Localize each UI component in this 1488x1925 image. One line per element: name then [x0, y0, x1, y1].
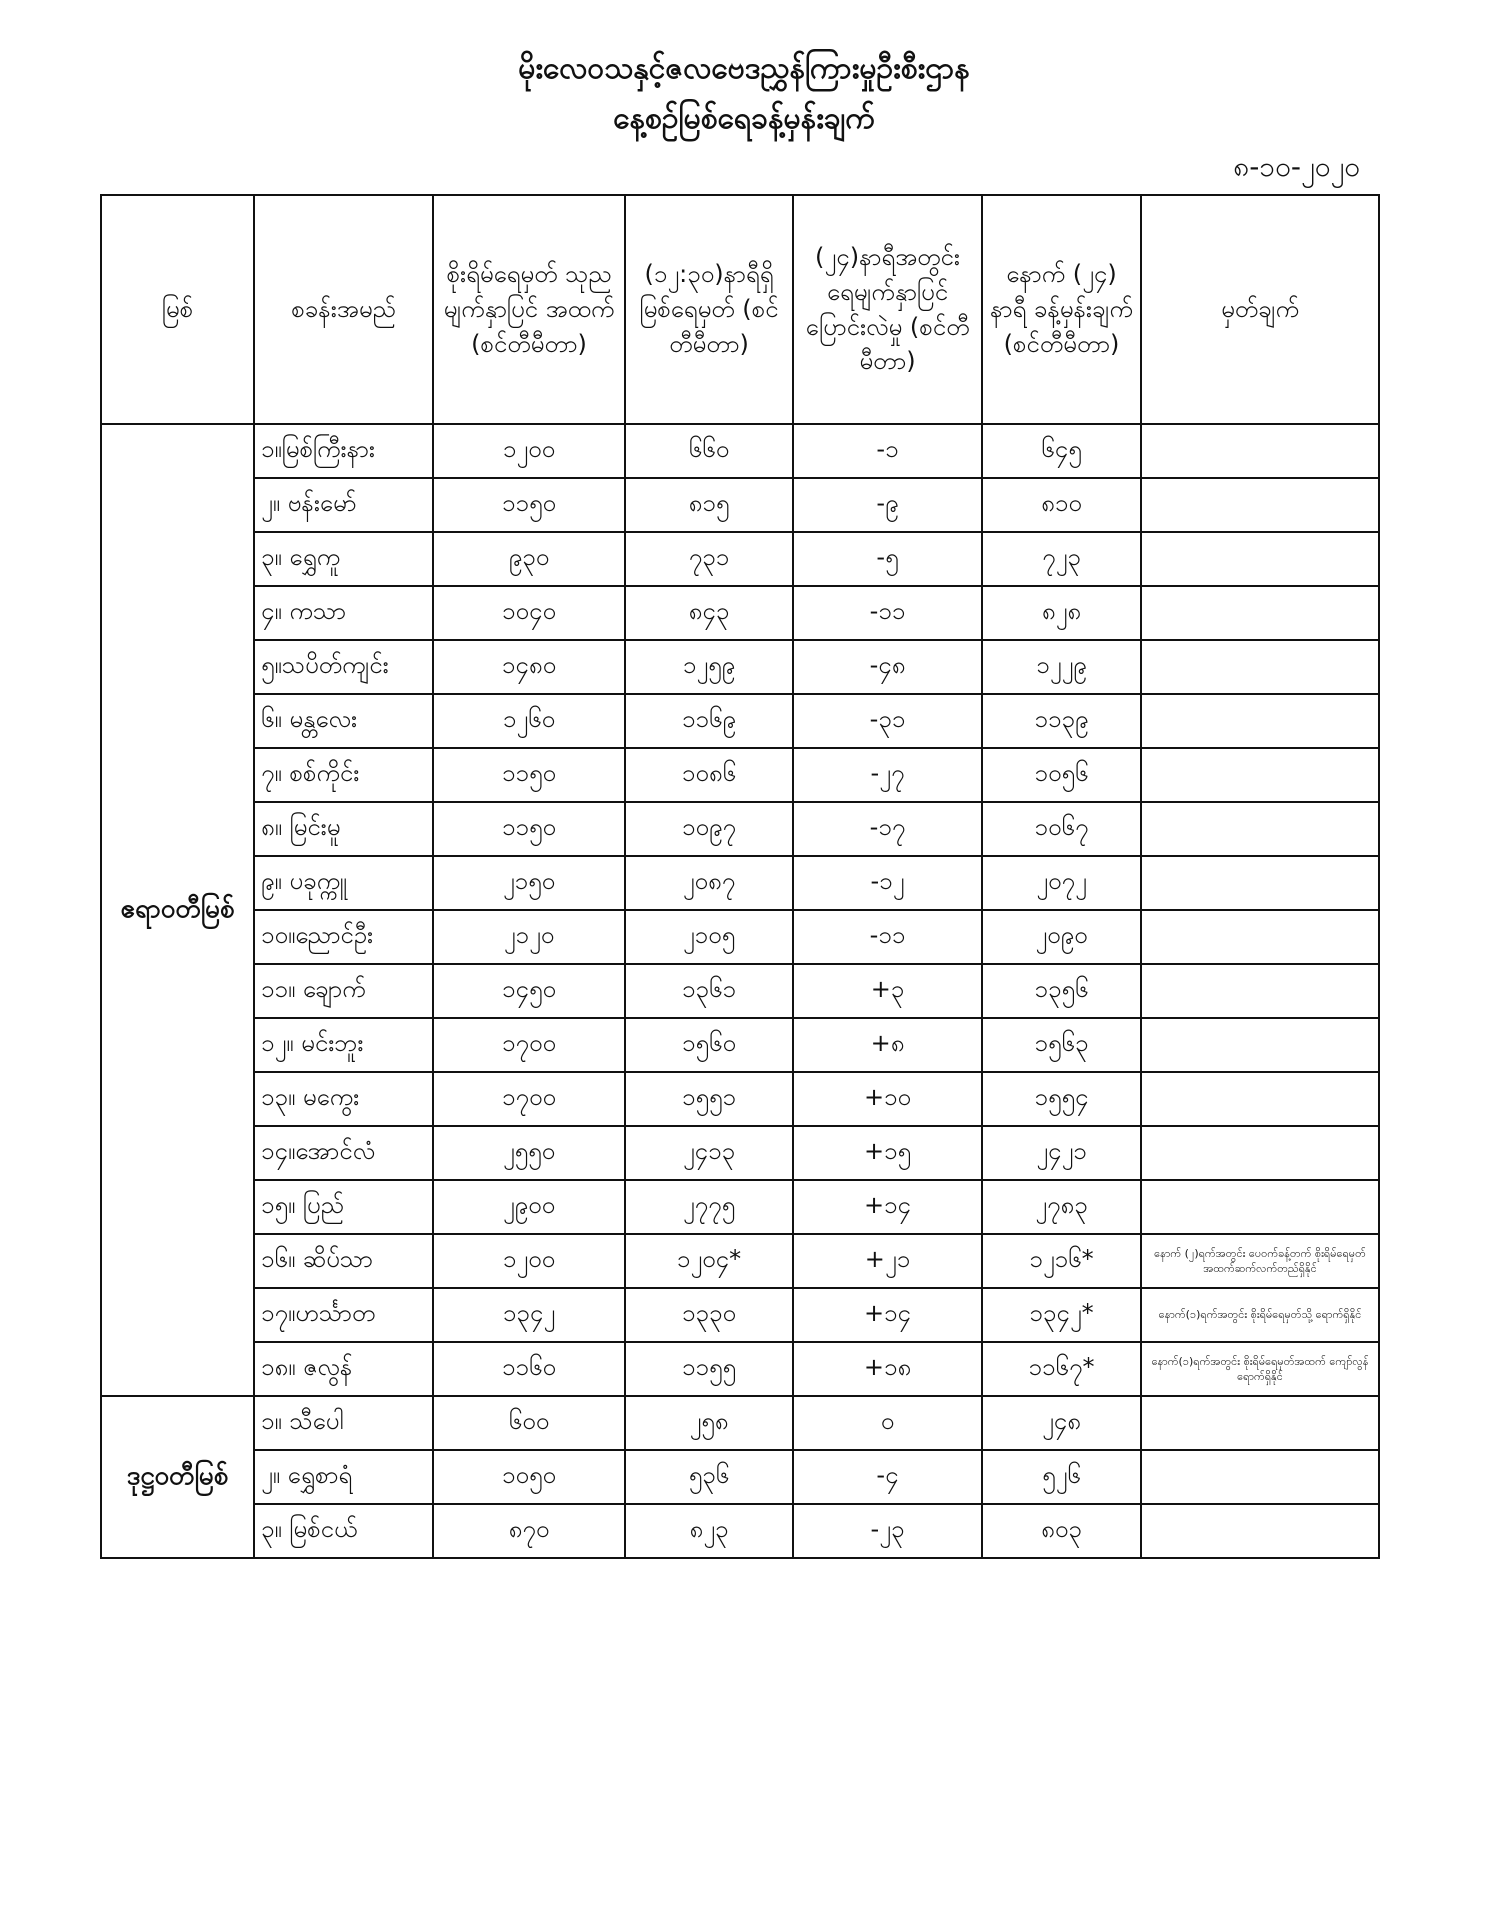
- table-row: [101, 532, 1379, 586]
- station-name: ၂။ ဗန်းမော်: [254, 478, 433, 532]
- table-row: [101, 1072, 1379, 1126]
- station-name: ၁။မြစ်ကြီးနား: [254, 424, 433, 478]
- table-row: [101, 424, 1379, 478]
- danger-level: ၂၅၅၀: [433, 1126, 625, 1180]
- level-change: -၄: [793, 1450, 982, 1504]
- level-change: -၂၃: [793, 1504, 982, 1558]
- station-name: ၆။ မန္တလေး: [254, 694, 433, 748]
- danger-level: ၂၁၅၀: [433, 856, 625, 910]
- current-level: ၁၀၉၇: [625, 802, 793, 856]
- current-level: ၁၅၆၀: [625, 1018, 793, 1072]
- danger-level: ၁၁၅၀: [433, 802, 625, 856]
- current-level: ၈၄၃: [625, 586, 793, 640]
- table-row: [101, 748, 1379, 802]
- forecast-level: ၈၀၃: [982, 1504, 1141, 1558]
- current-level: ၁၃၆၁: [625, 964, 793, 1018]
- forecast-level: ၅၂၆: [982, 1450, 1141, 1504]
- table-row: [101, 586, 1379, 640]
- table-row: [101, 910, 1379, 964]
- level-change: -၁၁: [793, 910, 982, 964]
- table-row: [101, 640, 1379, 694]
- column-header-change: (၂၄)နာရီအတွင်း ရေမျက်နှာပြင် ပြောင်းလဲမှု (စင်တီမီတာ): [793, 195, 982, 424]
- danger-level: ၁၇၀၀: [433, 1072, 625, 1126]
- station-name: ၁၆။ ဆိပ်သာ: [254, 1234, 433, 1288]
- level-change: +၁၀: [793, 1072, 982, 1126]
- level-change: +၁၅: [793, 1126, 982, 1180]
- table-row: [101, 1018, 1379, 1072]
- level-change: +၁၈: [793, 1342, 982, 1396]
- forecast-level: ၈၂၈: [982, 586, 1141, 640]
- danger-level: ၁၂၀၀: [433, 424, 625, 478]
- forecast-level: ၆၄၅: [982, 424, 1141, 478]
- level-change: -၃၁: [793, 694, 982, 748]
- remark: [1141, 532, 1379, 586]
- remark: [1141, 1504, 1379, 1558]
- current-level: ၅၃၆: [625, 1450, 793, 1504]
- column-header-station: စခန်းအမည်: [254, 195, 433, 424]
- forecast-level: ၂၄၂၁: [982, 1126, 1141, 1180]
- station-name: ၁။ သီပေါ: [254, 1396, 433, 1450]
- current-level: ၁၂၅၉: [625, 640, 793, 694]
- remark: [1141, 1126, 1379, 1180]
- remark: [1141, 910, 1379, 964]
- remark: [1141, 1450, 1379, 1504]
- remark: နောက်(၁)ရက်အတွင်း စိုးရိမ်ရေမှတ်အထက် ကျော်လွန်ရောက်ရှိနိုင်: [1141, 1342, 1379, 1396]
- remark: [1141, 1180, 1379, 1234]
- level-change: -၉: [793, 478, 982, 532]
- station-name: ၈။ မြင်းမူ: [254, 802, 433, 856]
- forecast-level: ၈၁၀: [982, 478, 1141, 532]
- table-row: [101, 478, 1379, 532]
- danger-level: ၁၁၆၀: [433, 1342, 625, 1396]
- column-header-danger-level: စိုးရိမ်ရေမှတ် သုညမျက်နှာပြင် အထက် (စင်တီမီတာ): [433, 195, 625, 424]
- danger-level: ၁၃၄၂: [433, 1288, 625, 1342]
- station-name: ၃။ မြစ်ငယ်: [254, 1504, 433, 1558]
- current-level: ၈၁၅: [625, 478, 793, 532]
- current-level: ၁၅၅၁: [625, 1072, 793, 1126]
- forecast-level: ၂၀၉၀: [982, 910, 1141, 964]
- station-name: ၁၀။ညောင်ဦး: [254, 910, 433, 964]
- remark: [1141, 748, 1379, 802]
- danger-level: ၈၇၀: [433, 1504, 625, 1558]
- current-level: ၁၀၈၆: [625, 748, 793, 802]
- table-row: [101, 1450, 1379, 1504]
- report-date: ၈-၁၀-၂၀၂၀: [1233, 150, 1360, 183]
- station-name: ၁၃။ မကွေး: [254, 1072, 433, 1126]
- station-name: ၄။ ကသာ: [254, 586, 433, 640]
- table-row: [101, 964, 1379, 1018]
- remark: [1141, 1072, 1379, 1126]
- forecast-level: ၁၀၅၆: [982, 748, 1141, 802]
- column-header-remark: မှတ်ချက်: [1141, 195, 1379, 424]
- forecast-level: ၁၂၂၉: [982, 640, 1141, 694]
- river-forecast-table: [100, 194, 1380, 1559]
- current-level: ၂၀၈၇: [625, 856, 793, 910]
- forecast-level: ၂၀၇၂: [982, 856, 1141, 910]
- current-level: ၁၁၅၅: [625, 1342, 793, 1396]
- current-level: ၂၇၇၅: [625, 1180, 793, 1234]
- danger-level: ၁၂၆၀: [433, 694, 625, 748]
- remark: နောက်(၁)ရက်အတွင်း စိုးရိမ်ရေမှတ်သို့ ရောက်ရှိနိုင်: [1141, 1288, 1379, 1342]
- page-title: မိုးလေဝသနှင့်ဇလဗေဒညွှန်ကြားမှုဦးစီးဌာန: [518, 51, 970, 86]
- level-change: -၂၇: [793, 748, 982, 802]
- station-name: ၁၁။ ချောက်: [254, 964, 433, 1018]
- table-row: [101, 694, 1379, 748]
- current-level: ၁၂၀၄*: [625, 1234, 793, 1288]
- danger-level: ၁၇၀၀: [433, 1018, 625, 1072]
- station-name: ၂။ ရွှေစာရံ: [254, 1450, 433, 1504]
- danger-level: ၂၉၀၀: [433, 1180, 625, 1234]
- forecast-level: ၁၅၅၄: [982, 1072, 1141, 1126]
- remark: [1141, 586, 1379, 640]
- danger-level: ၁၁၅၀: [433, 478, 625, 532]
- column-header-forecast: နောက် (၂၄) နာရီ ခန့်မှန်းချက် (စင်တီမီတာ): [982, 195, 1141, 424]
- level-change: -၅: [793, 532, 982, 586]
- river-name: ဧရာဝတီမြစ်: [101, 424, 254, 1396]
- danger-level: ၁၄၈၀: [433, 640, 625, 694]
- danger-level: ၁၄၅၀: [433, 964, 625, 1018]
- forecast-level: ၁၁၆၇*: [982, 1342, 1141, 1396]
- level-change: +၃: [793, 964, 982, 1018]
- danger-level: ၁၁၅၀: [433, 748, 625, 802]
- danger-level: ၁၀၅၀: [433, 1450, 625, 1504]
- table-row: [101, 1288, 1379, 1342]
- current-level: ၂၅၈: [625, 1396, 793, 1450]
- remark: [1141, 640, 1379, 694]
- remark: [1141, 802, 1379, 856]
- forecast-level: ၂၄၈: [982, 1396, 1141, 1450]
- table-row: [101, 856, 1379, 910]
- remark: [1141, 694, 1379, 748]
- current-level: ၁၃၃၀: [625, 1288, 793, 1342]
- current-level: ၆၆၀: [625, 424, 793, 478]
- forecast-level: ၁၃၄၂*: [982, 1288, 1141, 1342]
- level-change: +၂၁: [793, 1234, 982, 1288]
- danger-level: ၁၀၄၀: [433, 586, 625, 640]
- river-name: ဒုဋ္ဌဝတီမြစ်: [101, 1396, 254, 1558]
- table-row: [101, 1342, 1379, 1396]
- current-level: ၈၂၃: [625, 1504, 793, 1558]
- station-name: ၁၅။ ပြည်: [254, 1180, 433, 1234]
- column-header-current-level: (၁၂:၃၀)နာရီရှိ မြစ်ရေမှတ် (စင်တီမီတာ): [625, 195, 793, 424]
- station-name: ၁၂။ မင်းဘူး: [254, 1018, 433, 1072]
- forecast-level: ၁၅၆၃: [982, 1018, 1141, 1072]
- station-name: ၁၈။ ဇလွန်: [254, 1342, 433, 1396]
- forecast-level: ၁၀၆၇: [982, 802, 1141, 856]
- station-name: ၅။သပိတ်ကျင်း: [254, 640, 433, 694]
- page-subtitle: နေ့စဉ်မြစ်ရေခန့်မှန်းချက်: [613, 101, 875, 136]
- remark: နောက် (၂)ရက်အတွင်း ပေ၀က်ခန့်တက် စိုးရိမ်ရေမှတ်အထက်ဆက်လက်တည်ရှိနိုင်: [1141, 1234, 1379, 1288]
- level-change: -၁၇: [793, 802, 982, 856]
- current-level: ၇၃၁: [625, 532, 793, 586]
- current-level: ၂၁၀၅: [625, 910, 793, 964]
- current-level: ၂၄၁၃: [625, 1126, 793, 1180]
- danger-level: ၁၂၀၀: [433, 1234, 625, 1288]
- danger-level: ၂၁၂၀: [433, 910, 625, 964]
- column-header-river: မြစ်: [101, 195, 254, 424]
- table-row: [101, 802, 1379, 856]
- forecast-level: ၁၂၁၆*: [982, 1234, 1141, 1288]
- station-name: ၁၄။အောင်လံ: [254, 1126, 433, 1180]
- level-change: +၁၄: [793, 1180, 982, 1234]
- forecast-level: ၁၃၅၆: [982, 964, 1141, 1018]
- level-change: -၁၂: [793, 856, 982, 910]
- table-header-row: [101, 195, 1379, 424]
- level-change: -၁၁: [793, 586, 982, 640]
- station-name: ၇။ စစ်ကိုင်း: [254, 748, 433, 802]
- table-row: [101, 1396, 1379, 1450]
- station-name: ၉။ ပခုက္ကူ: [254, 856, 433, 910]
- station-name: ၃။ ရွှေကူ: [254, 532, 433, 586]
- danger-level: ၆၀၀: [433, 1396, 625, 1450]
- forecast-level: ၂၇၈၃: [982, 1180, 1141, 1234]
- table-row: [101, 1234, 1379, 1288]
- remark: [1141, 424, 1379, 478]
- forecast-level: ၇၂၃: [982, 532, 1141, 586]
- remark: [1141, 1396, 1379, 1450]
- table-row: [101, 1504, 1379, 1558]
- level-change: -၁: [793, 424, 982, 478]
- level-change: +၈: [793, 1018, 982, 1072]
- level-change: ၀: [793, 1396, 982, 1450]
- table-row: [101, 1126, 1379, 1180]
- remark: [1141, 964, 1379, 1018]
- remark: [1141, 856, 1379, 910]
- station-name: ၁၇။ဟင်္သာတ: [254, 1288, 433, 1342]
- remark: [1141, 1018, 1379, 1072]
- remark: [1141, 478, 1379, 532]
- level-change: +၁၄: [793, 1288, 982, 1342]
- current-level: ၁၁၆၉: [625, 694, 793, 748]
- table-row: [101, 1180, 1379, 1234]
- table-body: [101, 424, 1379, 1558]
- forecast-level: ၁၁၃၉: [982, 694, 1141, 748]
- danger-level: ၉၃၀: [433, 532, 625, 586]
- level-change: -၄၈: [793, 640, 982, 694]
